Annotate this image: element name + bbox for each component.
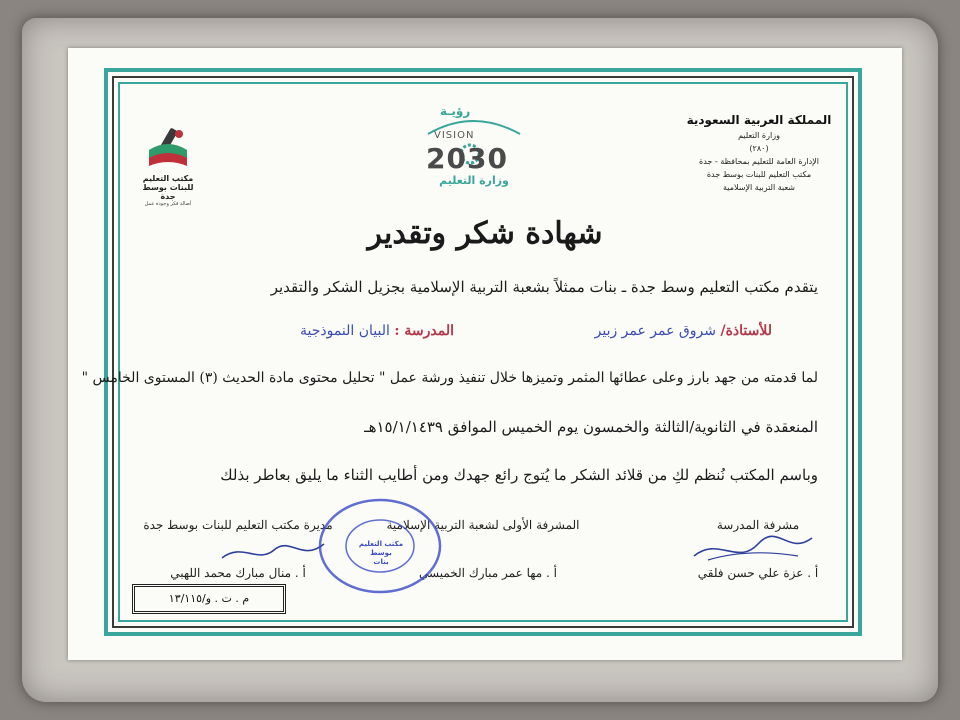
handwritten-signature-1: [688, 526, 818, 570]
signature-title-supervisor: المشرفة الأولى لشعبة التربية الإسلامية: [386, 518, 580, 532]
school-label: المدرسة :: [394, 323, 454, 339]
signature-title-school: مشرفة المدرسة: [716, 518, 800, 532]
certificate-title: شهادة شكر وتقدير: [367, 216, 603, 251]
stamp-text: [350, 540, 412, 567]
vision-english: VISION: [434, 130, 475, 141]
recipient-label: للأستاذة/: [720, 323, 772, 339]
signature-title-director: مديرة مكتب التعليم للبنات بوسط جدة: [143, 518, 333, 532]
pen-book-logo-icon: [143, 124, 193, 170]
certificate: [68, 48, 902, 660]
vision-arabic: رؤيـة: [440, 104, 471, 118]
body-line-4: المنعقدة في الثانوية/الثالثة والخمسون يوم الخميس الموافق ١٥/١/١٤٣٩هـ: [364, 418, 818, 436]
vision-year: 2030: [426, 142, 508, 175]
header-office: مكتب التعليم للبنات بوسط جدة: [706, 170, 812, 179]
official-stamp: [314, 494, 446, 598]
stamp-text-1: مكتب التعليم بوسط: [358, 540, 404, 557]
signature-name-director: أ . منال مبارك محمد اللهبي: [170, 566, 306, 580]
school-row: [300, 323, 454, 339]
header-administration: الإدارة العامة للتعليم بمحافظة - جدة: [699, 157, 819, 166]
body-line-5: وباسم المكتب نُنظم لكِ من قلائد الشكر ما يُتوج رائع جهدك ومن أطايب الثناء ما يليق بعاطر بذلك: [220, 466, 818, 484]
header-ministry-block: [684, 114, 834, 194]
recipient-name: شروق عمر عمر زبير: [594, 323, 717, 339]
school-name: البيان النموذجية: [299, 323, 390, 339]
office-logo: [138, 124, 198, 207]
handwritten-signature-3: [218, 536, 328, 570]
body-line-3: لما قدمته من جهد بارز وعلى عطائها المثمر وتميزها خلال تنفيذ ورشة عمل " تحليل محتوى مادة الحديث (٣) المستوى الخامس ": [81, 370, 818, 386]
office-logo-name-2: للبنات بوسط جدة: [142, 183, 194, 201]
signature-name-school: أ . عزة علي حسن فلقي: [697, 566, 819, 580]
office-logo-motto: أصالة فكر وجودة عمل: [144, 201, 192, 207]
recipient-row: [595, 323, 772, 339]
header-ministry: وزارة التعليم: [738, 131, 780, 140]
signature-name-supervisor: أ . مها عمر مبارك الخميسي: [419, 566, 557, 580]
header-code: (٢٨٠): [749, 144, 769, 153]
stamp-text-2: بنات: [373, 558, 389, 566]
reference-number: م . ت . و/١٣/١١٥: [132, 584, 286, 614]
office-logo-name-1: مكتب التعليم: [142, 174, 194, 183]
vision-2030-logo: [408, 104, 538, 187]
header-department: شعبة التربية الإسلامية: [722, 183, 796, 192]
vision-ministry: وزارة التعليم: [439, 174, 509, 187]
header-kingdom: المملكة العربية السعودية: [686, 113, 832, 127]
body-line-1: يتقدم مكتب التعليم وسط جدة ـ بنات ممثلاً بشعبة التربية الإسلامية بجزيل الشكر والتقدير: [270, 278, 818, 296]
